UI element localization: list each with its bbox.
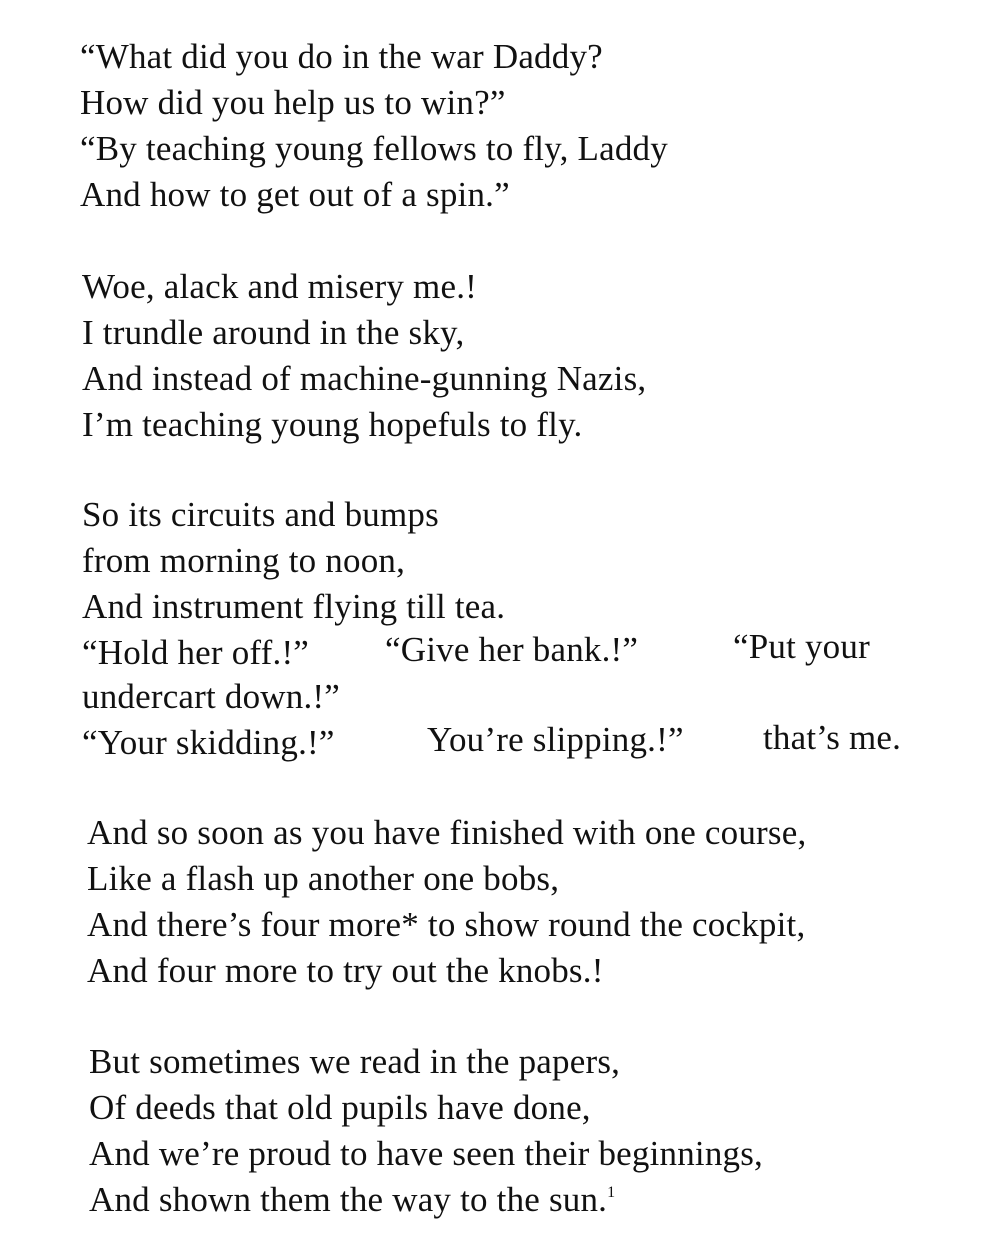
- poem-line: from morning to noon,: [82, 541, 406, 580]
- poem-line: So its circuits and bumps: [82, 495, 439, 534]
- poem-line: And four more to try out the knobs.!: [87, 951, 604, 990]
- poem-line: And we’re proud to have seen their beginnings,: [89, 1134, 764, 1173]
- poem-line: I’m teaching young hopefuls to fly.: [82, 405, 583, 444]
- poem-line: And how to get out of a spin.”: [80, 175, 510, 214]
- poem-line: And instead of machine-gunning Nazis,: [82, 359, 647, 398]
- poem-line: And there’s four more* to show round the cockpit,: [87, 905, 806, 944]
- poem-line: How did you help us to win?”: [80, 83, 506, 122]
- poem-line: I trundle around in the sky,: [82, 313, 465, 352]
- poem-line-last: [89, 1180, 615, 1227]
- poem-line-quote-3b: You’re slipping.!”: [427, 720, 684, 759]
- poem-line: Woe, alack and misery me.!: [82, 267, 478, 306]
- poem-line-quote-3c: that’s me.: [763, 718, 902, 757]
- poem-line: “What did you do in the war Daddy?: [80, 37, 603, 76]
- poem-line-quote-1b: “Give her bank.!”: [385, 630, 639, 669]
- poem-line: “By teaching young fellows to fly, Laddy: [80, 129, 668, 168]
- poem-line-quote-1c: “Put your: [733, 627, 870, 666]
- poem-line: But sometimes we read in the papers,: [89, 1042, 621, 1081]
- poem-line: undercart down.!”: [82, 677, 341, 716]
- poem-line: And instrument flying till tea.: [82, 587, 506, 626]
- poem-line: Like a flash up another one bobs,: [87, 859, 560, 898]
- footnote-marker: 1: [607, 1184, 616, 1201]
- poem-line-quote-3a: “Your skidding.!”: [82, 723, 335, 762]
- poem-line-quote-1a: “Hold her off.!”: [82, 633, 310, 672]
- poem-line: And so soon as you have finished with one course,: [87, 813, 807, 852]
- poem-line-text: And shown them the way to the sun.: [89, 1180, 608, 1219]
- poem-line: Of deeds that old pupils have done,: [89, 1088, 591, 1127]
